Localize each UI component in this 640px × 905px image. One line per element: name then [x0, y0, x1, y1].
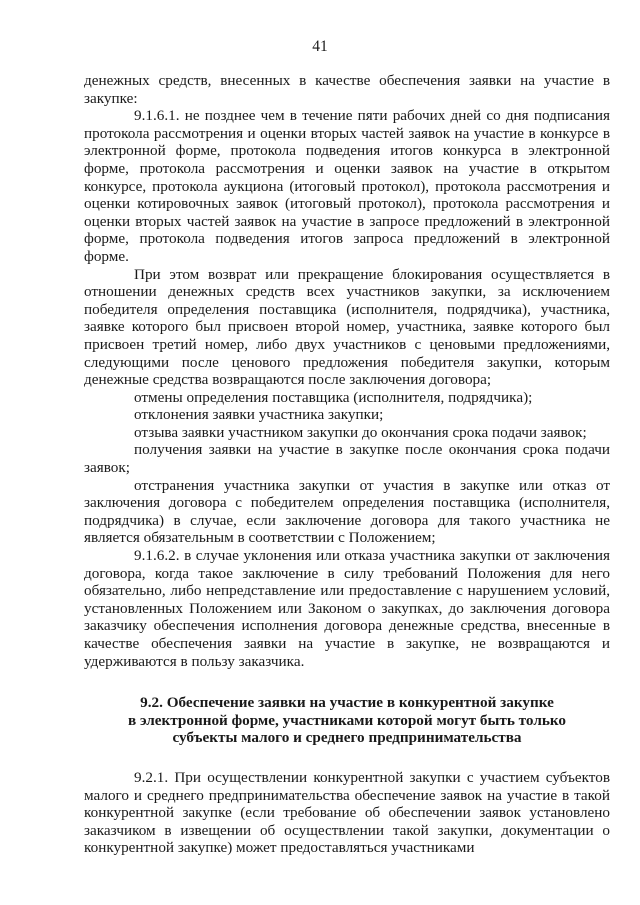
paragraph: отмены определения поставщика (исполнителя, подрядчика);: [134, 388, 533, 406]
document-body: [84, 72, 610, 857]
paragraph: 9.1.6.2. в случае уклонения или отказа участника закупки от заключения договора, когда такое заключение в силу требований Положения для него обязательно, либо непредставление или предоставление с нарушением условий, установленных Положением или Законом о закупках, до заключения договора заказчику обеспечения исполнения договора денежные средства, внесенные в качестве обеспечения заявки на участие в закупке, не возвращаются и удерживаются в пользу заказчика.: [84, 547, 610, 670]
paragraph-group-top: [84, 72, 610, 670]
paragraph-group-bottom: [84, 769, 610, 857]
paragraph: денежных средств, внесенных в качестве обеспечения заявки на участие в закупке:: [84, 72, 610, 107]
paragraph: 9.2.1. При осуществлении конкурентной закупки с участием субъектов малого и среднего предпринимательства обеспечение заявок на участие в такой конкурентной закупке (если требование об обеспечении заявок установлено заказчиком в извещении об осуществлении такой закупки, документации о конкурентной закупке) может предоставляться участниками: [84, 768, 610, 857]
section-heading: [84, 694, 610, 747]
section-heading-line: 9.2. Обеспечение заявки на участие в конкурентной закупке: [140, 694, 554, 712]
paragraph: При этом возврат или прекращение блокирования осуществляется в отношении денежных средств всех участников закупки, за исключением победителя определения поставщика (исполнителя, подрядчика), участника, заявке которого был присвоен второй номер, участника, заявке которого был присвоен третий номер, либо двух участников с ценовыми предложениями, следующими после ценового предложения победителя закупки, которым денежные средства возвращаются после заключения договора;: [84, 265, 610, 389]
paragraph: отклонения заявки участника закупки;: [134, 406, 384, 424]
section-heading-line: субъекты малого и среднего предпринимательства: [172, 729, 522, 747]
page-number: 41: [312, 38, 328, 55]
paragraph: отзыва заявки участником закупки до окончания срока подачи заявок;: [134, 423, 587, 441]
paragraph: отстранения участника закупки от участия в закупке или отказ от заключения договора с победителем определения поставщика (исполнителя, подрядчика) в случае, если заключение договора для такого участника не является обязательным в соответствии с Положением;: [84, 476, 610, 547]
paragraph: получения заявки на участие в закупке после окончания срока подачи заявок;: [84, 441, 610, 477]
paragraph: 9.1.6.1. не позднее чем в течение пяти рабочих дней со дня подписания протокола рассмотрения и оценки вторых частей заявок на участие в конкурсе в электронной форме, протокола подведения итогов конкурса в электронной форме, протокола рассмотрения и оценки заявок на участие в открытом конкурсе, протокола аукциона (итоговый протокол), протокола рассмотрения и оценки котировочных заявок (итоговый протокол), протокола рассмотрения и оценки вторых частей заявок на участие в запросе предложений в электронной форме, протокола подведения итогов запроса предложений в электронной форме.: [84, 107, 610, 265]
section-heading-line: в электронной форме, участниками которой могут быть только: [127, 711, 567, 729]
